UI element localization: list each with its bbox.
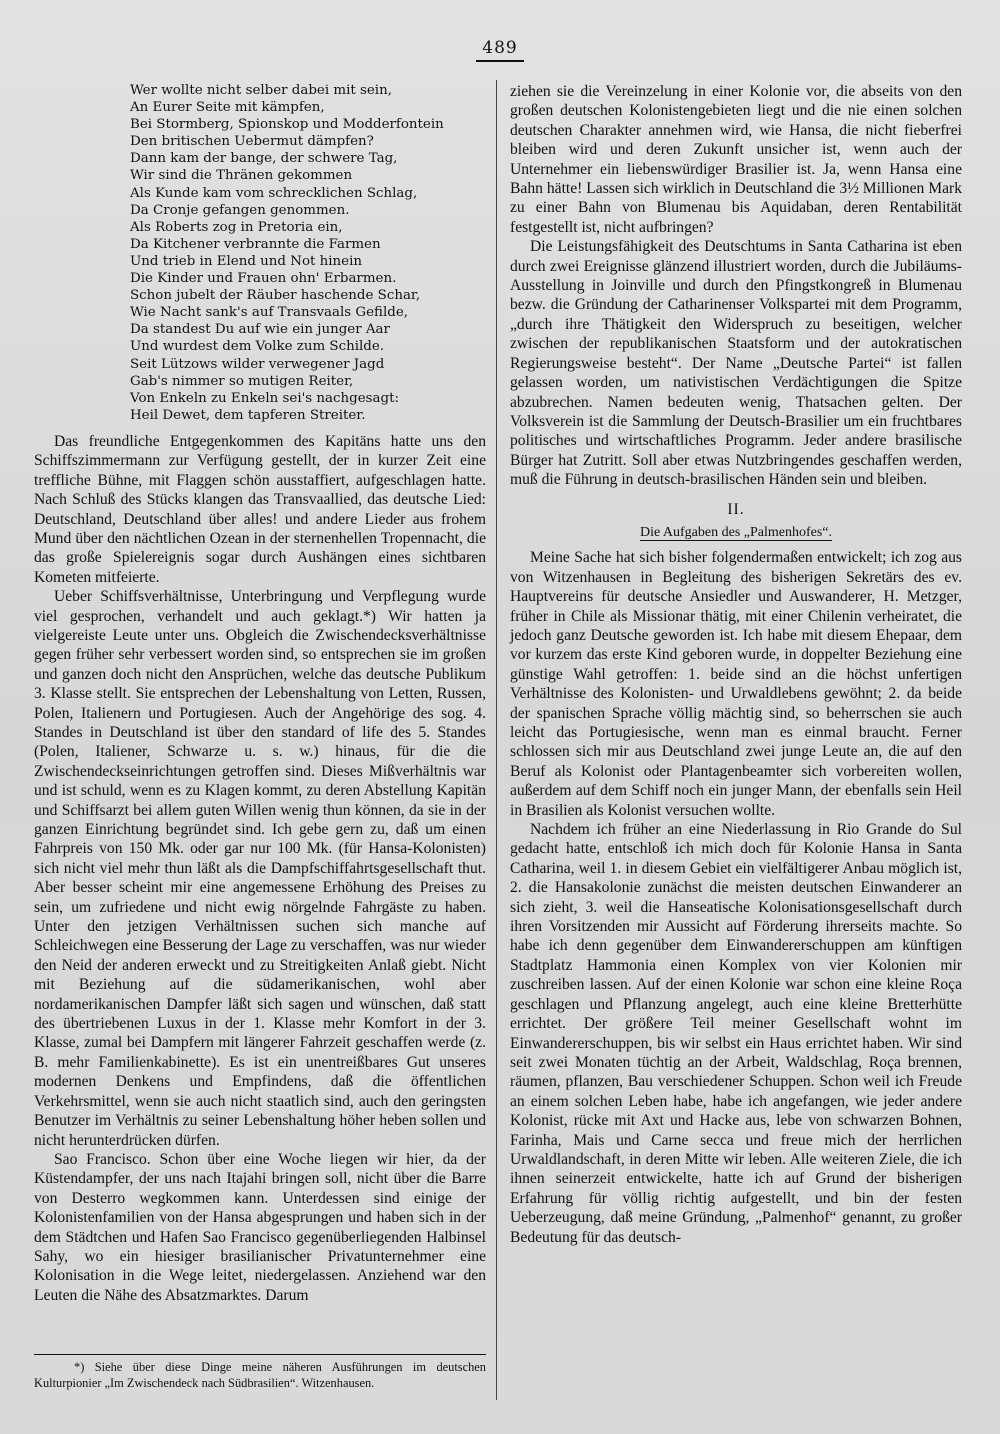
body-paragraph: Meine Sache hat sich bisher folgendermaßen entwickelt; ich zog aus von Witzenhausen in Begleitung des bisherigen Sekretärs des ev. Hauptvereins für deutsche Ansiedler und Auswanderer, H. Metzger, früher in Chile als Missionar thätig, mit einer Chilenin verheiratet, die jedoch ganz Deutsche geworden ist. Ich habe mit diesem Ehepaar, dem vor kurzem das erste Kind geboren wurde, in doppelter Beziehung eine günstige Wahl getroffen: 1. beide sind an die höchst unfertigen Verhältnisse des Kolonisten- und Urwaldlebens gewöhnt; 2. da beide der spanischen Sprache völlig mächtig sind, so beherrschen sie auch leicht das Portugiesische, wenn man es einmal braucht. Ferner schlossen sich mir aus Deutschland zwei junge Leute an, die auf den Beruf als Kolonist oder Plantagenbeamter sich vorbereiten wollen, außerdem auf dem Schiff noch ein junger Mann, der ebenfalls sein Heil in Brasilien als Kolonist versuchen wollte. [510, 549, 962, 819]
right-column [510, 82, 962, 1247]
footnote-rule [34, 1354, 486, 1355]
poem-line: Von Enkeln zu Enkeln sei's nachgesagt: [130, 390, 399, 406]
section-title: Die Aufgaben des „Palmenhofes“. [639, 524, 833, 540]
poem-line: Dann kam der bange, der schwere Tag, [130, 151, 398, 167]
body-paragraph: Sao Francisco. Schon über eine Woche liegen wir hier, da der Küstendampfer, der uns nach Itajahi bringen soll, nicht über die Barre von Desterro wegkommen kann. Unterdessen sind einige der Kolonistenfamilien von der Hansa abgesprungen und haben sich in der dem Städtchen und Hafen Sao Francisco gegenüberliegenden Halbinsel Sahy, wo ein hiesiger brasilianischer Privatunternehmer eine Kolonisation in die Wege leitet, niedergelassen. Anziehend war den Leuten die Nähe des Absatzmarktes. Darum [34, 1150, 486, 1304]
poem-line: Gab's nimmer so mutigen Reiter, [130, 373, 354, 389]
poem-line: Die Kinder und Frauen ohn' Erbarmen. [130, 271, 397, 287]
page-number: 489 [0, 38, 1000, 58]
poem-line: Als Kunde kam vom schrecklichen Schlag, [130, 185, 418, 201]
section-heading [510, 523, 962, 542]
poem [130, 82, 486, 424]
poem-line: An Eurer Seite mit kämpfen, [130, 100, 325, 116]
poem-line: Und wurdest dem Volke zum Schilde. [130, 339, 385, 355]
poem-line: Da standest Du auf wie ein junger Aar [130, 322, 390, 338]
body-paragraph: Ueber Schiffsverhältnisse, Unterbringung und Verpflegung wurde viel gesprochen, verhandelt und auch geklagt.*) Wir hatten ja vielgereiste Leute unter uns. Obgleich die Zwischendecksverhältnisse gegen früher sehr verbessert worden sind, so entsprechen sie im großen und ganzen doch nicht den Ansprüchen, welche das deutsche Publikum 3. Klasse stellt. Sie entsprechen der Lebenshaltung von Letten, Russen, Polen, Italienern und Portugiesen. Auch der Angehörige des sog. 4. Standes in Deutschland ist über den standard of life des 5. Standes (Polen, Italiener, Schwarze u. s. w.) hinaus, für die die Zwischendeckseinrichtungen getroffen sind. Dieses Mißverhältnis war und ist schuld, wenn es zu Klagen kommt, zu deren Abstellung Kapitän und Schiffsarzt bei allem guten Willen wenig thun können, da sie in der ganzen Einrichtung begründet sind. Ich gebe gern zu, daß um einen Fahrpreis von 150 Mk. oder gar nur 100 Mk. (für Hansa-Kolonisten) sich nicht viel mehr thun läßt als die Dampfschiffahrtsgesellschaft thut. Aber besser scheint mir eine angemessene Erhöhung des Preises zu sein, um zufriedene und nicht ewig nörgelnde Fahrgäste zu haben. Unter den jetzigen Verhältnissen suchen sich manche auf Schleichwegen eine Besserung der Lage zu verschaffen, was nur wieder den Neid der anderen erweckt und zu Streitigkeiten Anlaß giebt. Nicht mit Beziehung auf die südamerikanischen, wohl aber nordamerikanischen Dampfer läßt sich sagen und wünschen, daß statt des übertriebenen Luxus in der 1. Klasse mehr Komfort in der 3. Klasse, zumal bei Dampfern mit längerer Fahrzeit geschaffen werde (z. B. mehr Familienkabinette). Es ist ein unentreißbares Gut unseres modernen Denkens und Empfindens, daß die öffentlichen Verkehrsmittel, wenn sie auch nicht staatlich sind, auch den geringsten Benutzer im Verhältnis zu seiner Lebenshaltung höher heben sollen und nicht herunterdrücken dürfen. [34, 588, 486, 1149]
body-paragraph: Das freundliche Entgegenkommen des Kapitäns hatte uns den Schiffszimmermann zur Verfügung gestellt, der in kurzer Zeit eine treffliche Bühne, mit Flaggen schön ausstaffiert, aufgeschlagen hatte. Nach Schluß des Stücks klangen das Transvaallied, das deutsche Lied: Deutschland, Deutschland über alles! und andere Lieder aus frohem Mund über den nächtlichen Ozean in der sternenhellen Tropennacht, die das große Spielereignis sogar durch Aushängen eines sichtbaren Kometen mitfeierte. [34, 432, 486, 586]
poem-line: Wer wollte nicht selber dabei mit sein, [130, 83, 392, 98]
body-paragraph: ziehen sie die Vereinzelung in einer Kolonie vor, die abseits von den großen deutschen Kolonistengebieten liegt und die nie einen solchen deutschen Charakter annehmen wird, wie Hansa, die nicht fieberfrei bleiben wird und deren Zukunft unsicher ist, wenn auch der Unternehmer ein liebenswürdiger Brasilier ist. Ja, wenn Hansa eine Bahn hätte! Lassen sich wirklich in Deutschland die 3½ Millionen Mark zu einer Bahn von Blumenau bis Aquidaban, deren Rentabilität festgestellt ist, nicht aufbringen? [510, 83, 962, 236]
poem-line: Heil Dewet, dem tapferen Streiter. [130, 407, 366, 423]
footnote: *) Siehe über diese Dinge meine näheren Ausführungen im deutschen Kulturpionier „Im Zwischendeck nach Südbrasilien“. Witzenhausen. [34, 1360, 486, 1390]
poem-line: Da Kitchener verbrannte die Farmen [130, 236, 381, 252]
body-paragraph: Die Leistungsfähigkeit des Deutschtums in Santa Catharina ist eben durch zwei Ereignisse glänzend illustriert worden, durch die Jubiläums-Ausstellung in Joinville und durch den Pfingstkongreß in Blumenau bezw. die Gründung der Catharinenser Volkspartei mit dem Programm, „durch ihre Thätigkeit den Widerspruch zu beseitigen, welcher zwischen der republikanischen Staatsform und der autokratischen Regierungsweise besteht“. Der Name „Deutsche Partei“ ist fallen gelassen worden, um nativistischen Verdächtigungen die Spitze abzubrechen. Namen bedeuten wenig, Thatsachen gelten. Der Volksverein ist die Sammlung der Deutsch-Brasilier um ein fruchtbares politisches und wirtschaftliches Programm. Jeder andere brasilische Bürger hat Zutritt. Soll aber etwas Nutzbringendes geschaffen werden, muß die Führung in deutsch-brasilischen Händen sein und bleiben. [510, 238, 962, 489]
poem-line: Wir sind die Thränen gekommen [130, 168, 353, 184]
poem-line: Seit Lützows wilder verwegener Jagd [130, 356, 385, 372]
section-number: II. [727, 500, 745, 518]
poem-line: Bei Stormberg, Spionskop und Modderfontein [130, 117, 444, 133]
poem-line: Und trieb in Elend und Not hinein [130, 253, 363, 269]
poem-line: Da Cronje gefangen genommen. [130, 202, 350, 218]
column-divider [496, 80, 497, 1400]
poem-line: Als Roberts zog in Pretoria ein, [130, 219, 343, 235]
body-paragraph: Nachdem ich früher an eine Niederlassung in Rio Grande do Sul gedacht hatte, entschloß ich mich doch für Kolonie Hansa in Santa Catharina, weil 1. in diesem Gebiet ein vielfältigerer Anbau möglich ist, 2. die Hansakolonie zunächst die meisten deutschen Einwanderer an sich zieht, 3. weil die Hanseatische Kolonisationsgesellschaft durch ihren Vorsitzenden mir Aussicht auf Förderung ihrerseits machte. So habe ich denn gegenüber dem Einwandererschuppen am künftigen Stadtplatz Hammonia einen Komplex von vier Kolonien mir zuschreiben lassen. Auf der einen Kolonie war schon eine kleine Roça geschlagen und Pflanzung angelegt, auch eine kleine Bretterhütte errichtet. Der größere Teil meiner Gesellschaft wohnt im Einwandererschuppen, bis wir selbst ein Haus errichtet haben. Wir sind seit zwei Monaten tüchtig an der Arbeit, Waldschlag, Roça brennen, räumen, pflanzen, Bau verschiedener Schuppen. Schon weil ich Freude an einem solchen Leben habe, habe ich angefangen, wie jeder andere Kolonist, rücke mit Axt und Hacke aus, lebe von schwarzen Bohnen, Farinha, Mais und Carne secca und freue mich der herrlichen Urwaldlandschaft, in deren Mitte wir leben. Alle weiteren Ziele, die ich ihnen seinerzeit entwickelte, hatte ich auf Grund der bisherigen Erfahrung für völlig richtig aufgestellt, und bin der festen Ueberzeugung, daß meine Gründung, „Palmenhof“ genannt, zu großer Bedeutung für das deutsch- [510, 821, 962, 1246]
poem-line: Den britischen Uebermut dämpfen? [130, 134, 374, 150]
poem-line: Schon jubelt der Räuber haschende Schar, [130, 288, 421, 304]
left-column [34, 82, 486, 1305]
poem-line: Wie Nacht sank's auf Transvaals Gefilde, [130, 305, 409, 321]
